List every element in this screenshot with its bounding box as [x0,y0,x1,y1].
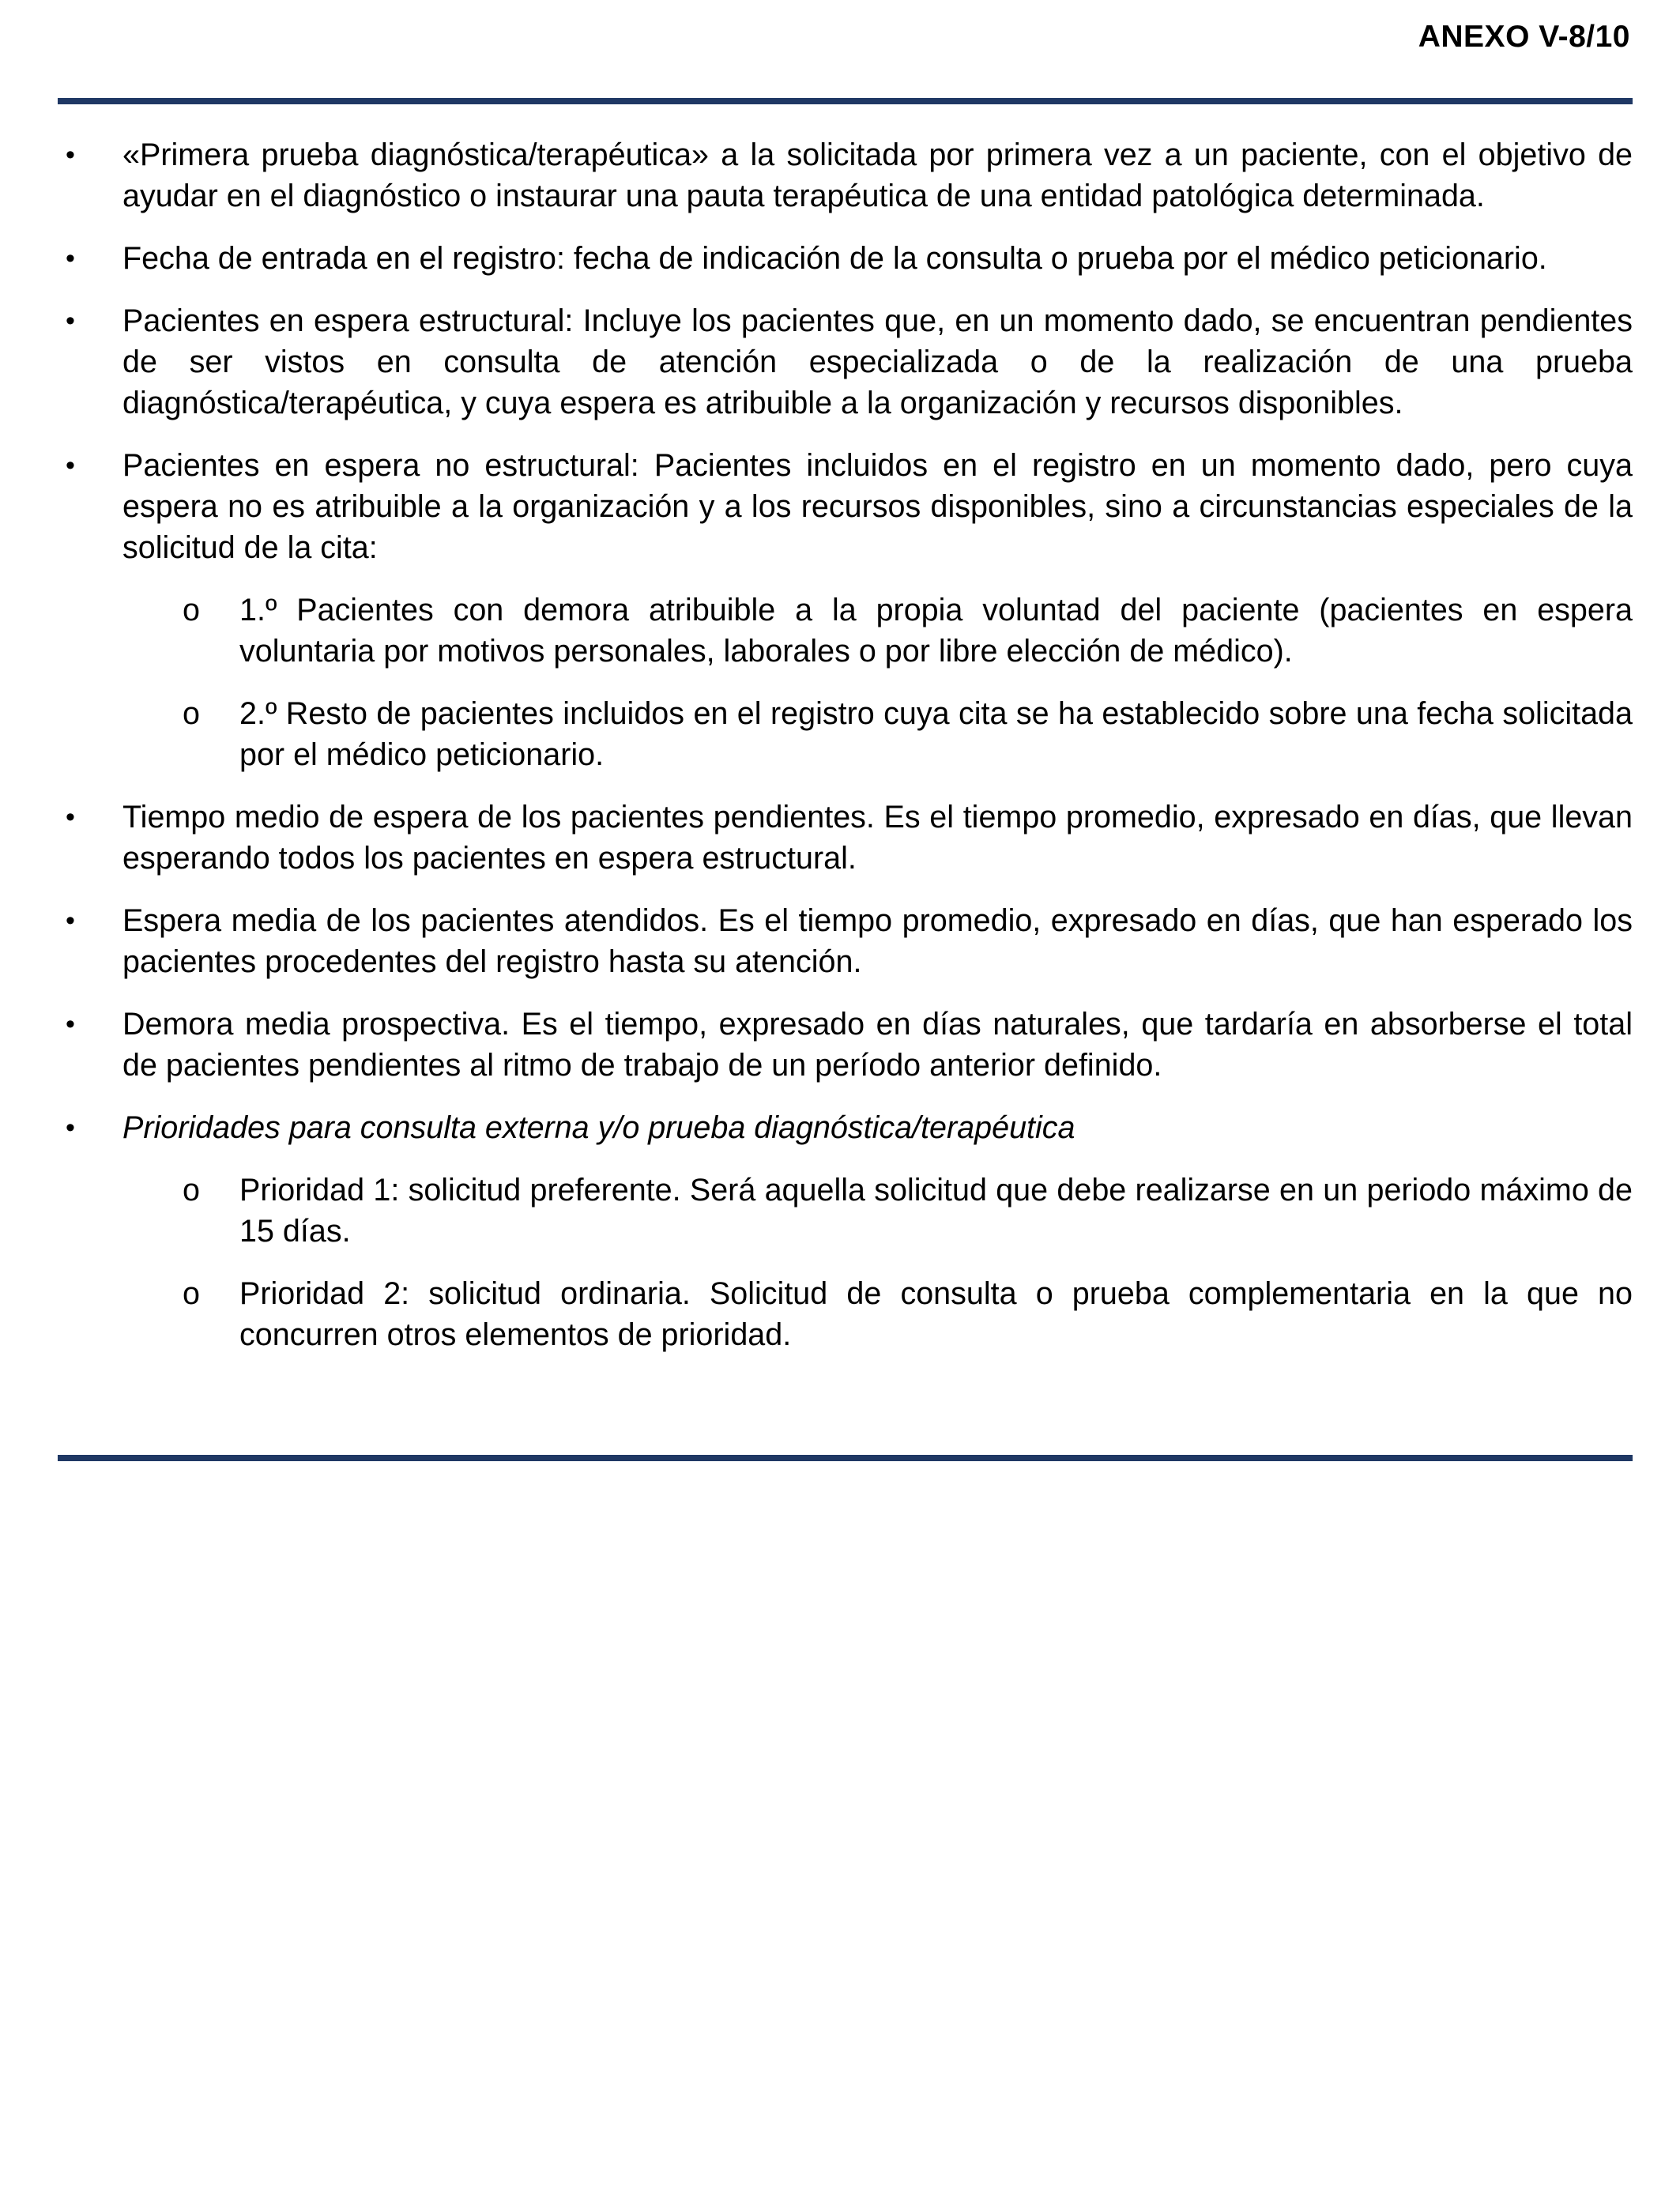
list-item [58,300,1633,424]
bullet-icon: • [66,140,75,170]
list-item-text: Espera media de los pacientes atendidos. Es el tiempo promedio, expresado en días, que han esperado los pacientes procedentes del registro hasta su atención. [122,903,1633,979]
sub-list-item-text: 1.º Pacientes con demora atribuible a la propia voluntad del paciente (pacientes en espera voluntaria por motivos personales, laborales o por libre elección de médico). [239,593,1633,669]
bullet-icon: • [66,1009,75,1039]
sub-list-item-text: Prioridad 1: solicitud preferente. Será aquella solicitud que debe realizarse en un periodo máximo de 15 días. [239,1173,1633,1249]
sub-list-item-text: 2.º Resto de pacientes incluidos en el registro cuya cita se ha establecido sobre una fecha solicitada por el médico peticionario. [239,696,1633,772]
bullet-icon: • [66,243,75,273]
list-item [58,238,1633,279]
definitions-list [58,134,1633,1377]
list-item [58,900,1633,982]
list-item [58,797,1633,879]
sub-list-item [58,1273,1633,1355]
bullet-icon: • [66,802,75,832]
bullet-icon: • [66,306,75,336]
list-item [58,445,1633,568]
sub-list-item [58,590,1633,672]
list-item-text: Tiempo medio de espera de los pacientes pendientes. Es el tiempo promedio, expresado en días, que llevan esperando todos los pacientes en espera estructural. [122,800,1633,876]
list-item-text: Demora media prospectiva. Es el tiempo, expresado en días naturales, que tardaría en absorberse el total de pacientes pendientes al ritmo de trabajo de un período anterior definido. [122,1007,1633,1083]
list-item-text: Pacientes en espera no estructural: Pacientes incluidos en el registro en un momento dado, pero cuya espera no es atribuible a la organización y a los recursos disponibles, sino a circunstancias especiales de la solicitud de la cita: [122,448,1633,565]
sub-bullet-icon: o [183,1173,200,1208]
list-item [58,1107,1633,1148]
header-divider [58,98,1633,104]
list-item-text: Pacientes en espera estructural: Incluye los pacientes que, en un momento dado, se encuentran pendientes de ser vistos en consulta de atención especializada o de la realización de una prueba diagnóstica/terapéutica, y cuya espera es atribuible a la organización y recursos disponibles. [122,303,1633,420]
list-item-text: «Primera prueba diagnóstica/terapéutica» a la solicitada por primera vez a un paciente, con el objetivo de ayudar en el diagnóstico o instaurar una pauta terapéutica de una entidad patológica determinada. [122,138,1633,213]
footer-divider [58,1455,1633,1461]
list-item [58,134,1633,217]
sub-bullet-icon: o [183,1276,200,1311]
list-item-text: Prioridades para consulta externa y/o prueba diagnóstica/terapéutica [122,1110,1075,1145]
sub-bullet-icon: o [183,696,200,731]
page-header-title: ANEXO V-8/10 [1418,20,1630,54]
bullet-icon: • [66,906,75,936]
sub-bullet-icon: o [183,593,200,627]
list-item [58,1004,1633,1086]
bullet-icon: • [66,1113,75,1143]
sub-list-item [58,693,1633,775]
sub-list-item-text: Prioridad 2: solicitud ordinaria. Solicitud de consulta o prueba complementaria en la que no concurren otros elementos de prioridad. [239,1276,1633,1352]
bullet-icon: • [66,450,75,480]
list-item-text: Fecha de entrada en el registro: fecha de indicación de la consulta o prueba por el médico peticionario. [122,241,1547,276]
sub-list-item [58,1170,1633,1252]
